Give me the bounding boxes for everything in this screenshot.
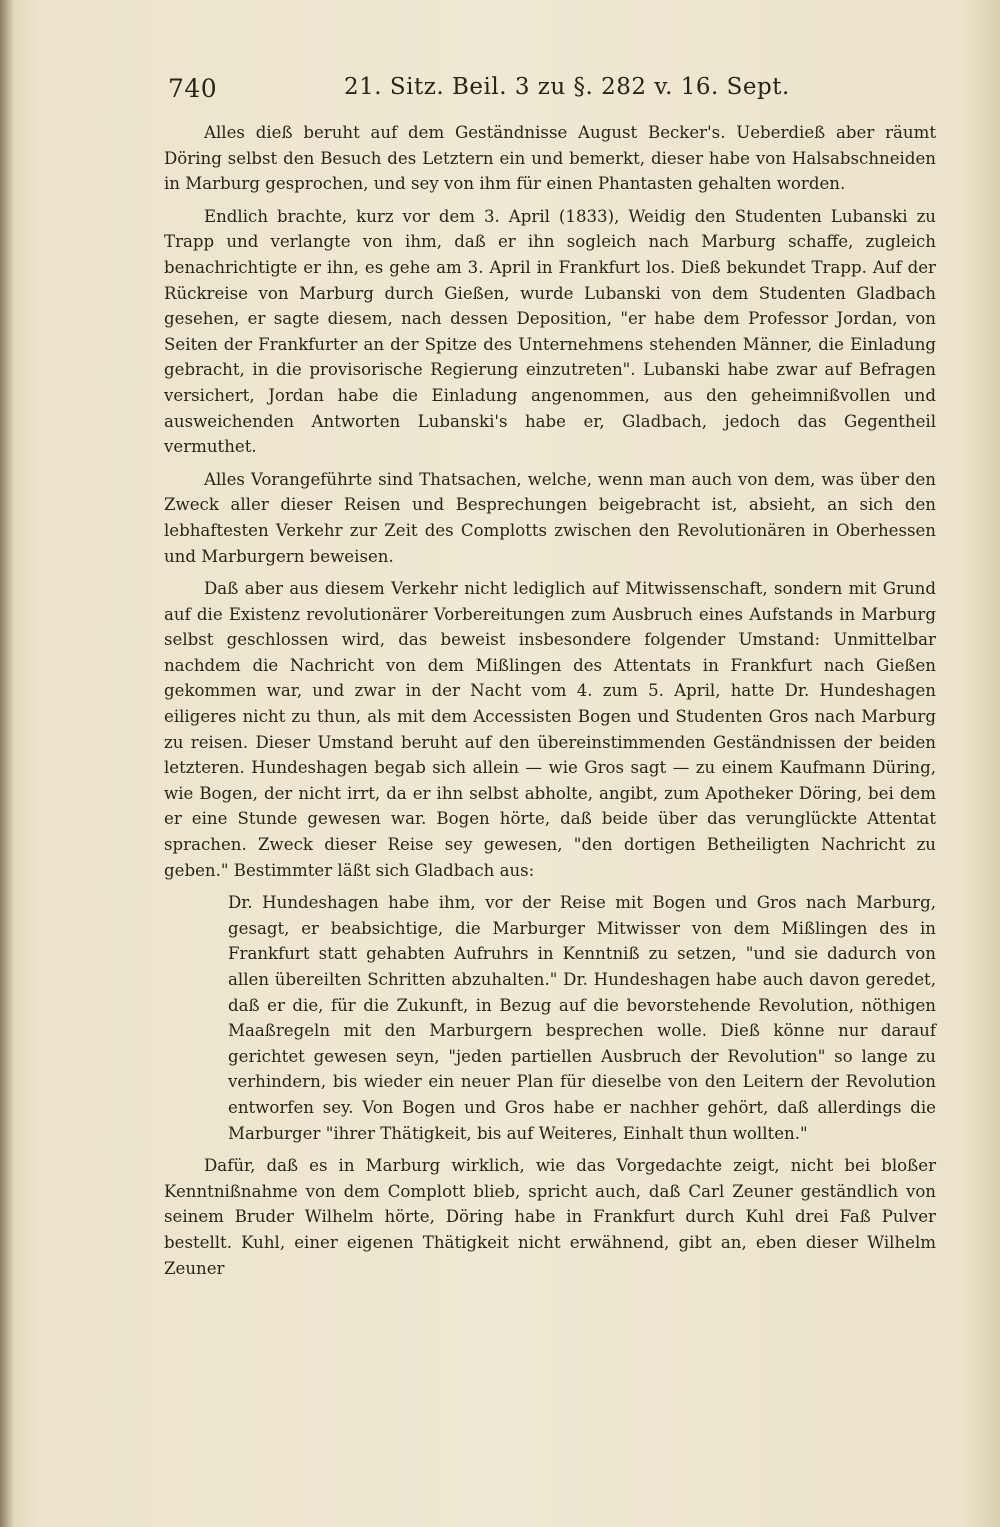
paragraph: Daß aber aus diesem Verkehr nicht lediglich auf Mitwissenschaft, sondern mit Grund auf die Existenz revolutionärer Vorbereitungen zum Ausbruch eines Aufstands in Marburg selbst geschlossen wird, das beweist insbesondere folgender Umstand: Unmittelbar nachdem die Nachricht von dem Mißlingen des Attentats in Frankfurt nach Gießen gekommen war, und zwar in der Nacht vom 4. zum 5. April, hatte Dr. Hundeshagen eiligeres nicht zu thun, als mit dem Accessisten Bogen und Studenten Gros nach Marburg zu reisen. Dieser Umstand beruht auf den übereinstimmenden Geständnissen der beiden letzteren. Hundeshagen begab sich allein — wie Gros sagt — zu einem Kaufmann Düring, wie Bogen, der nicht irrt, da er ihn selbst abholte, angibt, zum Apotheker Döring, bei dem er eine Stunde gewesen war. Bogen hörte, daß beide über das verunglückte Attentat sprachen. Zweck dieser Reise sey gewesen, "den dortigen Betheiligten Nachricht zu geben." Bestimmter läßt sich Gladbach aus: <box>164 579 936 880</box>
paragraph: Endlich brachte, kurz vor dem 3. April (1833), Weidig den Studenten Lubanski zu Trapp und verlangte von ihm, daß er ihn sogleich nach Marburg schaffe, zugleich benachrichtigte er ihn, es gehe am 3. April in Frankfurt los. Dieß bekundet Trapp. Auf der Rückreise von Marburg durch Gießen, wurde Lubanski von dem Studenten Gladbach gesehen, er sagte diesem, nach dessen Deposition, "er habe dem Professor Jordan, von Seiten der Frankfurter an der Spitze des Unternehmens stehenden Männer, die Einladung gebracht, in die provisorische Regierung einzutreten". Lubanski habe zwar auf Befragen versichert, Jordan habe die Einladung angenommen, aus den geheimnißvollen und ausweichenden Antworten Lubanski's habe er, Gladbach, jedoch das Gegentheil vermuthet. <box>164 206 936 457</box>
page-number: 740 <box>168 74 218 103</box>
paragraph: Dafür, daß es in Marburg wirklich, wie das Vorgedachte zeigt, nicht bei bloßer Kenntnißnahme von dem Complott blieb, spricht auch, daß Carl Zeuner geständlich von seinem Bruder Wilhelm hörte, Döring habe in Frankfurt durch Kuhl drei Faß Pulver bestellt. Kuhl, einer eigenen Thätigkeit nicht erwähnend, gibt an, eben dieser Wilhelm Zeuner <box>164 1156 936 1278</box>
paragraph: Alles Vorangeführte sind Thatsachen, welche, wenn man auch von dem, was über den Zweck aller dieser Reisen und Besprechungen beigebracht ist, absieht, an sich den lebhaftesten Verkehr zur Zeit des Complotts zwischen den Revolutionären in Oberhessen und Marburgern beweisen. <box>164 469 936 566</box>
running-head: 21. Sitz. Beil. 3 zu §. 282 v. 16. Sept. <box>344 74 790 100</box>
page-header <box>168 74 938 114</box>
page-binding-edge <box>0 0 14 1527</box>
paragraph: Alles dieß beruht auf dem Geständnisse August Becker's. Ueberdieß aber räumt Döring selbst den Besuch des Letztern ein und bemerkt, dieser habe von Halsabschneiden in Marburg gesprochen, und sey von ihm für einen Phantasten gehalten worden. <box>164 123 936 194</box>
body-text <box>164 120 936 1288</box>
indented-quote-paragraph: Dr. Hundeshagen habe ihm, vor der Reise mit Bogen und Gros nach Marburg, gesagt, er beabsichtige, die Marburger Mitwisser von dem Mißlingen des in Frankfurt statt gehabten Aufruhrs in Kenntniß zu setzen, "und sie dadurch von allen übereilten Schritten abzuhalten." Dr. Hundeshagen habe auch davon geredet, daß er die, für die Zukunft, in Bezug auf die bevorstehende Revolution, nöthigen Maaßregeln mit den Marburgern besprechen wolle. Dieß könne nur darauf gerichtet gewesen seyn, "jeden partiellen Ausbruch der Revolution" so lange zu verhindern, bis wieder ein neuer Plan für dieselbe von den Leitern der Revolution entworfen sey. Von Bogen und Gros habe er nachher gehört, daß allerdings die Marburger "ihrer Thätigkeit, bis auf Weiteres, Einhalt thun wollten." <box>228 893 936 1143</box>
